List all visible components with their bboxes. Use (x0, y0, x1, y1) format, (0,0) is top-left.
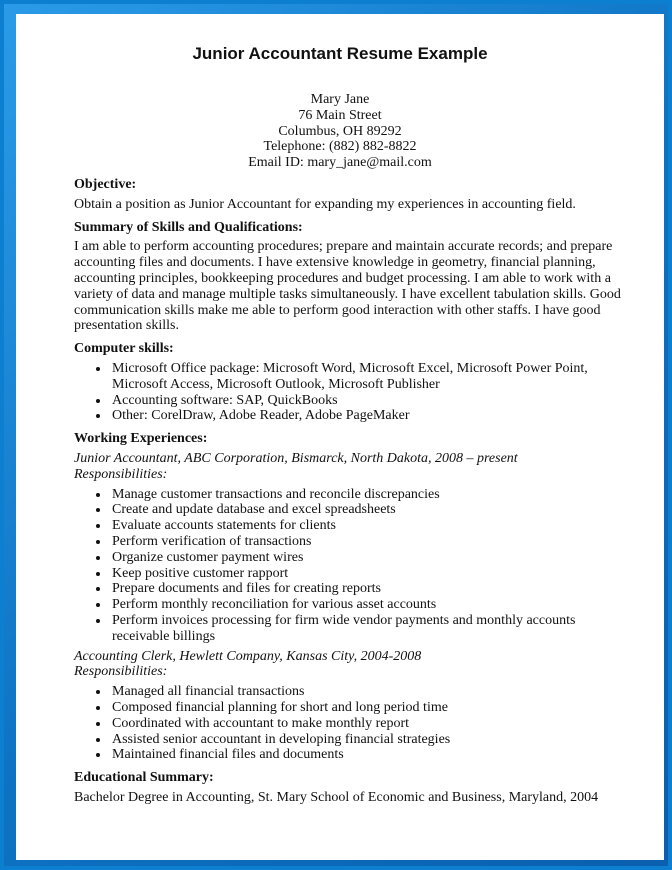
contact-telephone: Telephone: (882) 882-8822 (263, 139, 417, 155)
list-item: • Keep positive customer rapport (110, 566, 634, 582)
education-text: Bachelor Degree in Accounting, St. Mary School of Economic and Business, Maryland, 2004 (74, 789, 599, 805)
education-heading: Educational Summary: (74, 770, 214, 786)
list-item: • Evaluate accounts statements for clients (110, 518, 634, 534)
list-item: • Accounting software: SAP, QuickBooks (110, 393, 634, 409)
job-responsibilities-list (74, 684, 634, 763)
list-item: • Perform verification of transactions (110, 534, 634, 550)
list-item: • Coordinated with accountant to make monthly report (110, 716, 634, 732)
computer-skills-heading: Computer skills: (74, 341, 174, 357)
job-title: Junior Accountant, ABC Corporation, Bismarck, North Dakota, 2008 – present (74, 450, 518, 466)
objective-heading: Objective: (74, 177, 137, 192)
list-item: • Microsoft Office package: Microsoft Word, Microsoft Excel, Microsoft Power Point, Microsoft Access, Microsoft Outlook, Microsoft Publisher (110, 361, 634, 393)
computer-skills-list (74, 361, 634, 424)
summary-text: I am able to perform accounting procedures; prepare and maintain accurate records; and prepare accounting files and documents. I have extensive knowledge in geometry, financial planning, accounting principles, bookkeeping procedures and budget processing. I am able to work with a variety of data and manage multiple tasks simultaneously. I have excellent tabulation skills. Good communication skills make me able to perform good interaction with other staffs. I have good presentation skills. (74, 239, 621, 334)
list-item: • Assisted senior accountant in developing financial strategies (110, 732, 634, 748)
job-responsibilities-list (74, 487, 634, 645)
list-item: • Maintained financial files and documents (110, 747, 634, 763)
list-item: • Prepare documents and files for creating reports (110, 581, 634, 597)
contact-email: Email ID: mary_jane@mail.com (248, 155, 432, 171)
list-item: • Composed financial planning for short and long period time (110, 700, 634, 716)
responsibilities-label: Responsibilities: (74, 664, 168, 680)
job-title: Accounting Clerk, Hewlett Company, Kansas City, 2004-2008 (74, 648, 422, 664)
objective-text: Obtain a position as Junior Accountant for expanding my experiences in accounting field. (74, 196, 576, 212)
contact-name: Mary Jane (310, 92, 370, 107)
summary-heading: Summary of Skills and Qualifications: (74, 219, 303, 235)
contact-block (16, 92, 664, 171)
responsibilities-label: Responsibilities: (74, 466, 168, 482)
list-item: • Create and update database and excel spreadsheets (110, 502, 634, 518)
list-item: • Managed all financial transactions (110, 684, 634, 700)
resume-document (16, 14, 664, 860)
contact-city: Columbus, OH 89292 (278, 123, 402, 139)
list-item: • Perform invoices processing for firm wide vendor payments and monthly accounts receivable billings (110, 613, 634, 645)
page-frame (4, 4, 668, 866)
list-item: • Manage customer transactions and reconcile discrepancies (110, 487, 634, 503)
work-heading: Working Experiences: (74, 431, 208, 447)
resume-body (74, 177, 634, 806)
contact-street: 76 Main Street (298, 107, 382, 123)
list-item: • Other: CorelDraw, Adobe Reader, Adobe PageMaker (110, 408, 634, 424)
list-item: • Organize customer payment wires (110, 550, 634, 566)
page-title: Junior Accountant Resume Example (192, 44, 488, 63)
list-item: • Perform monthly reconciliation for various asset accounts (110, 597, 634, 613)
